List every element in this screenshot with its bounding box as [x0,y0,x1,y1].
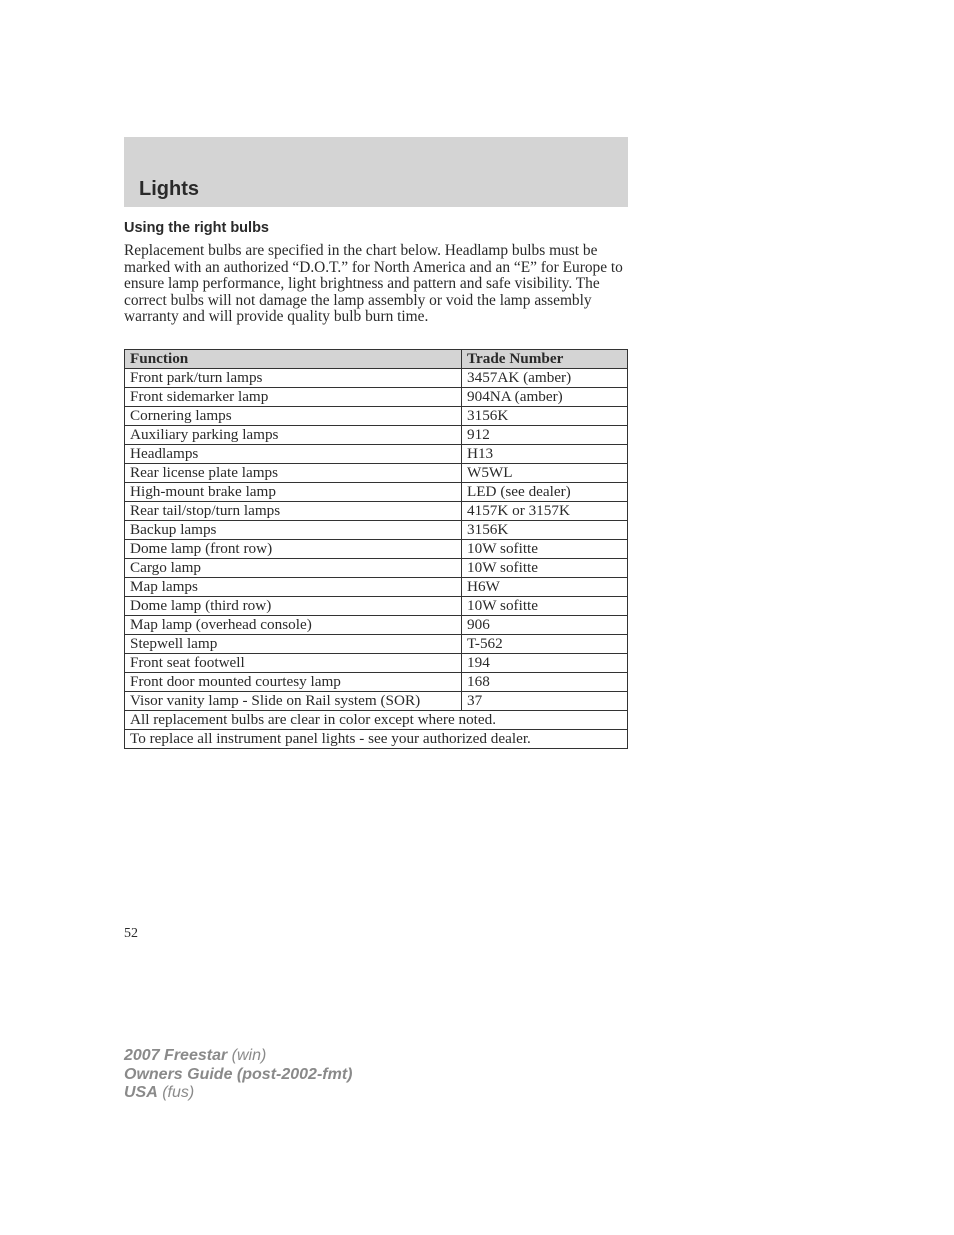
function-cell: Front seat footwell [125,654,462,673]
footer-market-code: (fus) [157,1084,195,1101]
page-title: Lights [139,178,199,200]
function-cell: Backup lamps [125,521,462,540]
function-cell: Map lamp (overhead console) [125,616,462,635]
table-row [125,483,628,502]
table-note: To replace all instrument panel lights - see your authorized dealer. [125,730,628,749]
table-row [125,540,628,559]
table-row [125,426,628,445]
intro-paragraph: Replacement bulbs are specified in the chart below. Headlamp bulbs must be marked with an authorized “D.O.T.” for North America and an “E” for Europe to ensure lamp performance, light brightness and pattern and safe visibility. The correct bulbs will not damage the lamp assembly or void the lamp assembly warranty and will provide quality bulb burn time. [124,242,623,326]
table-row [125,578,628,597]
trade-number-cell: 37 [462,692,628,711]
trade-number-cell: W5WL [462,464,628,483]
function-cell: Map lamps [125,578,462,597]
section-header-band [124,137,628,207]
table-row [125,635,628,654]
trade-number-cell: 168 [462,673,628,692]
function-cell: Front sidemarker lamp [125,388,462,407]
footer-model-code: (win) [227,1047,267,1064]
table-row [125,559,628,578]
table-header-row [125,350,628,369]
trade-number-cell: 3156K [462,407,628,426]
trade-number-cell: 194 [462,654,628,673]
function-cell: Dome lamp (third row) [125,597,462,616]
table-row [125,445,628,464]
table-row [125,388,628,407]
trade-number-cell: T-562 [462,635,628,654]
document-footer [124,1047,352,1103]
trade-number-cell: 4157K or 3157K [462,502,628,521]
function-cell: Stepwell lamp [125,635,462,654]
footer-market: USA [124,1084,158,1101]
table-row [125,692,628,711]
table-note-row [125,730,628,749]
footer-model: 2007 Freestar [124,1047,228,1064]
column-header-function: Function [125,350,462,369]
table-row [125,673,628,692]
table-row [125,597,628,616]
bulb-table [124,349,628,749]
table-row [125,616,628,635]
table-note: All replacement bulbs are clear in color except where noted. [125,711,628,730]
table-row [125,464,628,483]
table-row [125,654,628,673]
footer-guide: Owners Guide (post-2002-fmt) [124,1065,353,1083]
function-cell: Rear tail/stop/turn lamps [125,502,462,521]
trade-number-cell: 10W sofitte [462,597,628,616]
trade-number-cell: 10W sofitte [462,540,628,559]
section-heading: Using the right bulbs [124,220,269,236]
table-row [125,369,628,388]
trade-number-cell: H13 [462,445,628,464]
function-cell: High-mount brake lamp [125,483,462,502]
function-cell: Cargo lamp [125,559,462,578]
function-cell: Headlamps [125,445,462,464]
trade-number-cell: 10W sofitte [462,559,628,578]
trade-number-cell: 912 [462,426,628,445]
table-note-row [125,711,628,730]
trade-number-cell: 3156K [462,521,628,540]
trade-number-cell: H6W [462,578,628,597]
trade-number-cell: 904NA (amber) [462,388,628,407]
trade-number-cell: 906 [462,616,628,635]
trade-number-cell: 3457AK (amber) [462,369,628,388]
function-cell: Front door mounted courtesy lamp [125,673,462,692]
function-cell: Cornering lamps [125,407,462,426]
function-cell: Visor vanity lamp - Slide on Rail system (SOR) [125,692,462,711]
function-cell: Dome lamp (front row) [125,540,462,559]
function-cell: Auxiliary parking lamps [125,426,462,445]
column-header-trade-number: Trade Number [462,350,628,369]
page-number: 52 [124,926,138,941]
table-row [125,502,628,521]
function-cell: Rear license plate lamps [125,464,462,483]
trade-number-cell: LED (see dealer) [462,483,628,502]
table-row [125,407,628,426]
table-row [125,521,628,540]
function-cell: Front park/turn lamps [125,369,462,388]
